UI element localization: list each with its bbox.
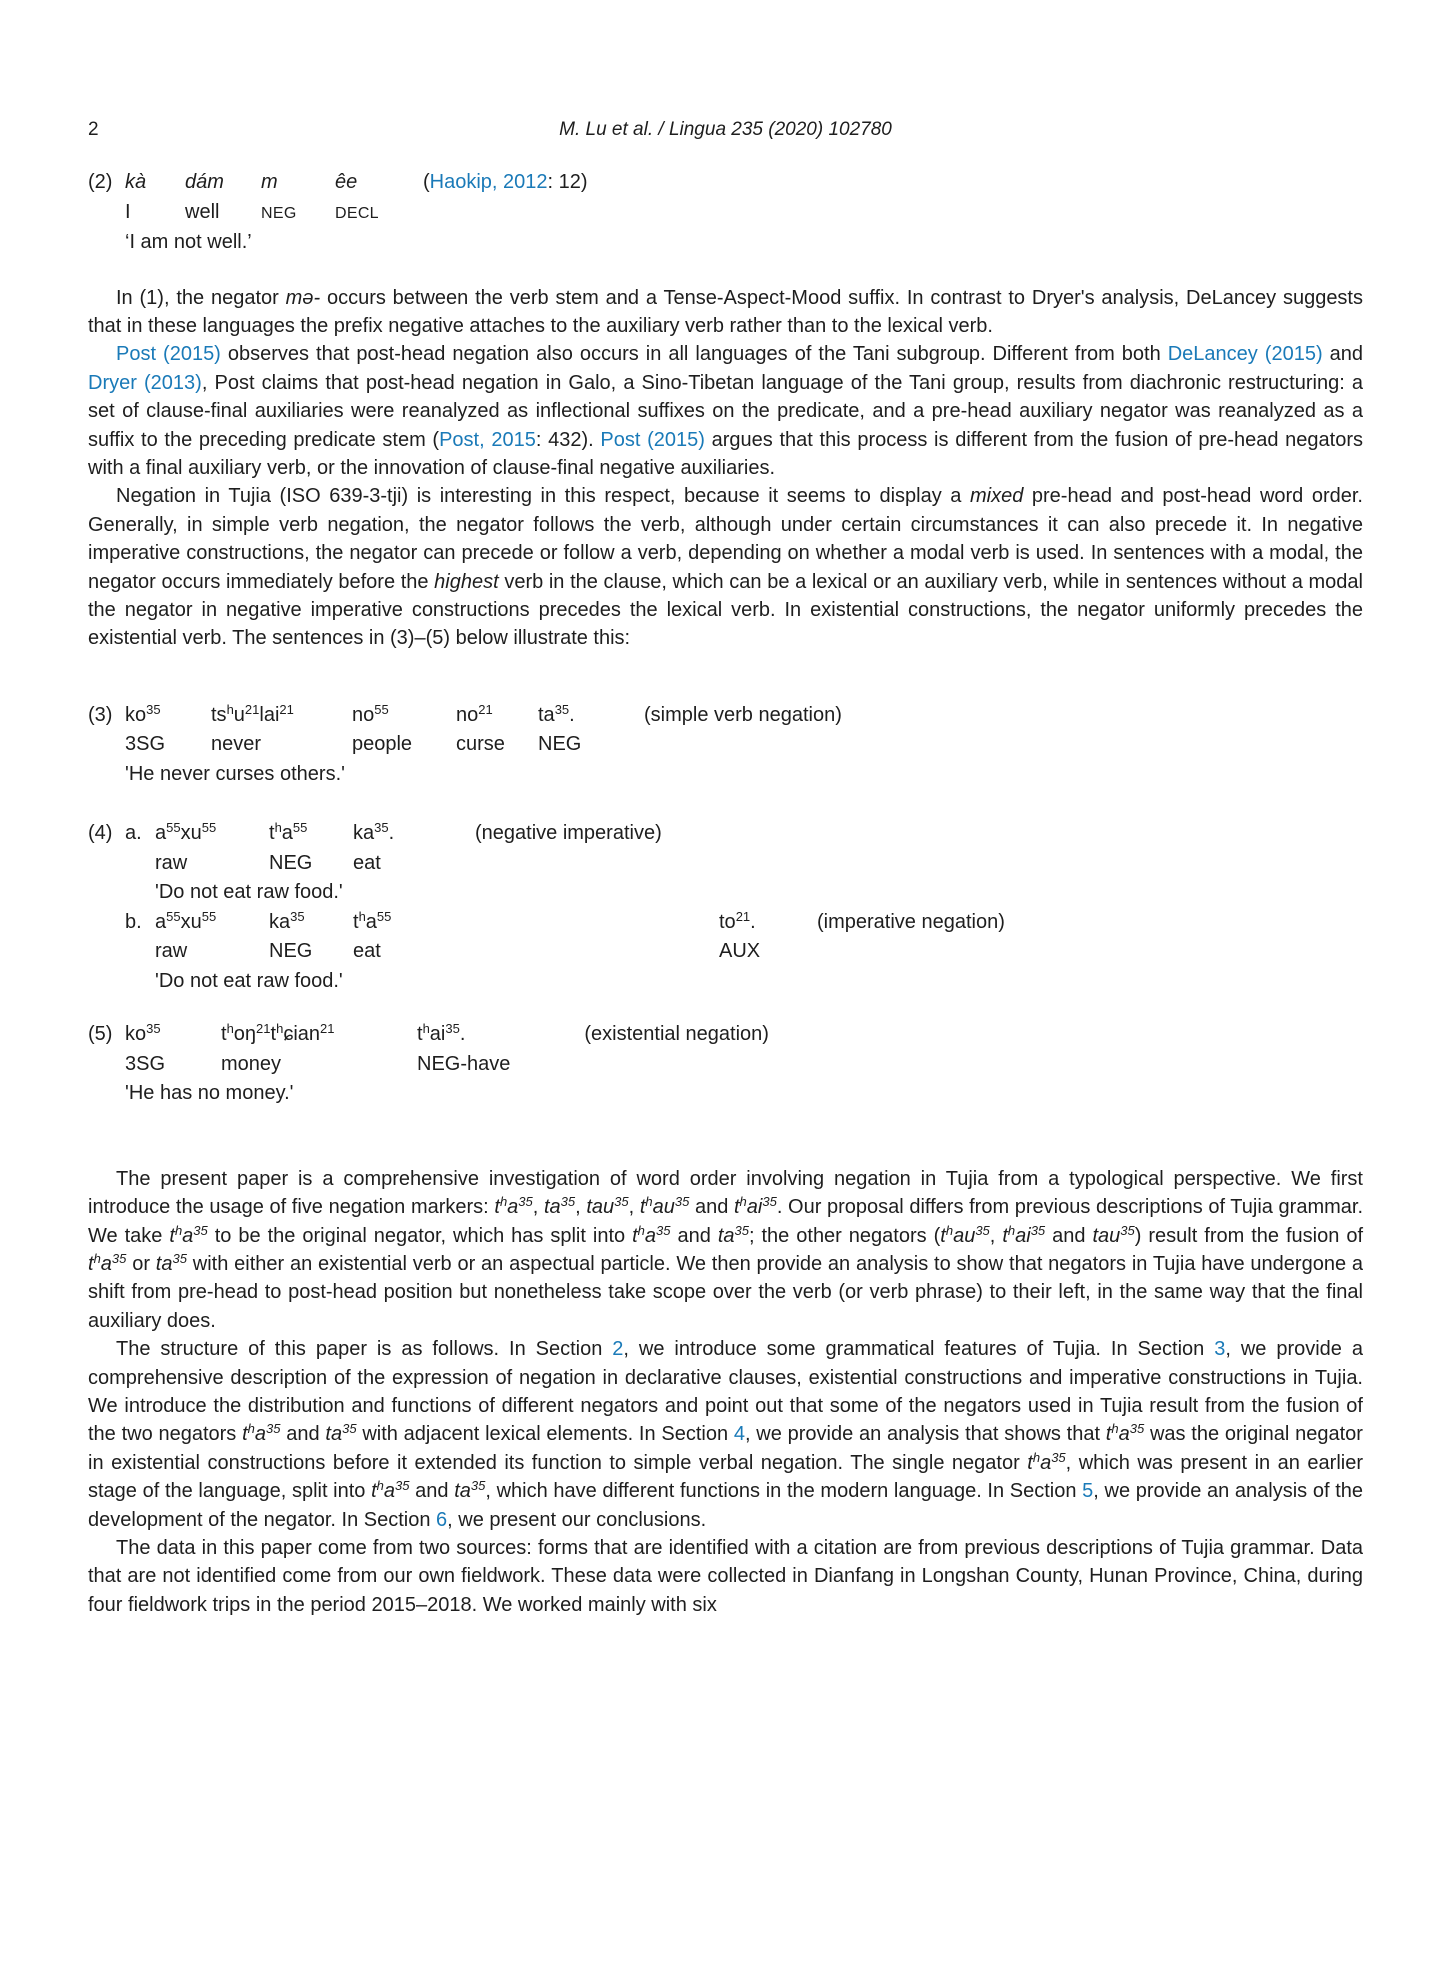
text-run: The structure of this paper is as follows. In Section [116, 1338, 613, 1361]
text-run: . [459, 1023, 466, 1046]
text-run: t [639, 1196, 646, 1219]
example-word [352, 701, 456, 731]
text-run: a [155, 822, 167, 845]
example-3 [88, 701, 1363, 790]
text-run: no [352, 703, 375, 726]
text-run: a [155, 910, 167, 933]
text-run: , [989, 1224, 1003, 1247]
text-run: a [1040, 1451, 1052, 1474]
paragraph-post-2015 [88, 340, 1363, 482]
text-run: I [125, 200, 131, 223]
text-run: h [226, 701, 234, 717]
text-run: a [507, 1196, 519, 1219]
text-run: tau [586, 1196, 615, 1219]
text-run: ko [125, 1023, 147, 1046]
text-run: raw [155, 851, 188, 874]
text-run: 'Do not eat raw food.' [155, 881, 343, 904]
example-item [125, 1020, 1363, 1109]
gloss-word [353, 937, 429, 967]
text-run: (simple verb negation) [644, 703, 842, 726]
text-run: 35 [762, 1194, 777, 1210]
paragraph-present-paper [88, 1165, 1363, 1335]
text-run: people [352, 733, 413, 756]
gloss-word [456, 730, 538, 760]
text-run: occurs between the verb stem and a Tense-Aspect-Mood suffix. In contrast to Dryer's analysis, DeLancey suggests that in these languages the prefix negative attaches to the auxiliary verb rather than to the lexical verb. [88, 286, 1363, 337]
text-run: (negative imperative) [475, 822, 662, 845]
example-note [429, 819, 676, 849]
text-run: t [632, 1224, 638, 1247]
text-run: ta [717, 1224, 735, 1247]
text-run: 55 [201, 820, 217, 836]
example-note [397, 168, 602, 198]
gloss-word [417, 1050, 524, 1080]
text-run: was the original negator in existential constructions before it extended its function to simple verbal negation. The single negator [88, 1423, 1363, 1474]
text-run: h [739, 1194, 747, 1210]
text-run: verb in the clause, which can be a lexical or an auxiliary verb, while in sentences without a modal the negator in negative imperative constructions precedes the lexical verb. In existential constructions, the negator uniformly precedes the existential verb. The sentences in (3)–(5) below illustrate this: [88, 570, 1363, 650]
gloss-word [155, 849, 269, 879]
text-run: au [953, 1224, 976, 1247]
text-run: ka [269, 910, 291, 933]
text-run: : 12) [547, 171, 588, 193]
paragraph-data-sources [88, 1534, 1363, 1619]
text-run: a [383, 1480, 396, 1503]
text-run: or [126, 1253, 156, 1275]
example-word [261, 168, 335, 198]
text-run: ‘I am not well.’ [125, 231, 252, 253]
text-run: , we provide an analysis that shows that [744, 1423, 1106, 1446]
example-word [456, 701, 538, 731]
example-translation [125, 760, 1363, 790]
example-2 [88, 168, 1363, 258]
text-run: oŋ [233, 1023, 257, 1046]
text-run: t [269, 822, 275, 845]
text-run: 35 [290, 908, 305, 924]
text-run: , we introduce some grammatical features of Tujia. In Section [623, 1338, 1215, 1361]
example-translation [155, 967, 1363, 997]
example-word [269, 819, 353, 849]
page-header [88, 118, 1363, 142]
example-item-label: b. [125, 910, 142, 933]
text-run: a [1118, 1423, 1130, 1446]
gloss-table [155, 908, 1019, 967]
text-run: (imperative negation) [817, 910, 1005, 933]
gloss-example [88, 819, 1363, 996]
text-run: tau [1092, 1224, 1121, 1247]
text-run: h [1007, 1222, 1016, 1238]
text-run: 35 [193, 1222, 208, 1238]
gloss-table [125, 701, 856, 760]
text-run: h [274, 820, 282, 836]
text-run: t [733, 1196, 740, 1219]
text-run: ta [454, 1480, 471, 1503]
text-run: 35 [146, 701, 161, 717]
text-run: and [1045, 1224, 1093, 1247]
text-run: , we provide a comprehensive description of the expression of negation in declarative clauses, existential constructions and imperative constructions in Tujia. We introduce the distribution and functions of different negators and point out that some of the negators used in Tujia result from the fusion of the two negators [88, 1338, 1363, 1446]
text-run: 35 [656, 1222, 671, 1238]
text-run: h [637, 1222, 645, 1238]
gloss-example [88, 1020, 1363, 1109]
example-note [524, 1020, 783, 1050]
text-run: t [1002, 1224, 1008, 1247]
text-run: AUX [719, 940, 761, 963]
gloss-word [429, 937, 795, 967]
example-word [211, 701, 352, 731]
text-run: 35 [146, 1021, 161, 1037]
text-run: with either an existential verb or an aspectual particle. We then provide an analysis to show that negators in Tujia have undergone a shift from pre-head to post-head position but nonetheless take scope over the verb (or verb phrase) to their left, in the same way that the final auxiliary does. [88, 1253, 1363, 1332]
text-run: 35 [374, 820, 389, 836]
example-item-body [155, 908, 1363, 997]
text-run: ko [125, 703, 147, 726]
text-run: 21 [279, 701, 294, 717]
text-run: observes that post-head negation also occurs in all languages of the Tani subgroup. Different from both [220, 343, 1168, 366]
text-run: a [365, 910, 377, 933]
gloss-word [125, 1050, 221, 1080]
text-run: , [628, 1196, 640, 1219]
text-run: 35 [518, 1194, 533, 1210]
text-run: eat [353, 940, 381, 963]
page-number: 2 [88, 119, 99, 140]
inline-link[interactable]: Haokip, 2012 [429, 171, 548, 193]
text-run: and [409, 1480, 455, 1503]
text-run: ai [1015, 1224, 1031, 1247]
gloss-word [211, 730, 352, 760]
text-run: ta [155, 1253, 173, 1275]
example-item [125, 168, 1363, 258]
gloss-example [88, 701, 1363, 790]
text-run: DECL [335, 204, 379, 222]
text-run: 35 [1120, 1222, 1135, 1238]
text-run: t [221, 1023, 227, 1046]
text-run: NEG [261, 204, 297, 222]
text-run: 35 [111, 1251, 127, 1266]
text-run: t [242, 1423, 248, 1446]
text-run: 55 [374, 701, 389, 717]
gloss-example [88, 168, 1363, 258]
text-run: 3SG [125, 1052, 166, 1075]
text-run: t [353, 910, 359, 933]
text-run: h [945, 1222, 954, 1238]
text-run: 35 [1129, 1421, 1145, 1437]
text-run: ) result from the fusion of [1134, 1224, 1364, 1247]
example-note [604, 701, 856, 731]
example-word [221, 1020, 417, 1050]
text-run: 'He never curses others.' [125, 762, 345, 785]
text-run: to [719, 910, 736, 933]
example-items [125, 1020, 1363, 1109]
text-run: . [569, 703, 575, 726]
text-run: êe [335, 171, 358, 193]
text-run: 55 [292, 820, 308, 836]
example-translation [125, 228, 1363, 258]
example-items [125, 168, 1363, 258]
example-item-body [125, 1020, 1363, 1109]
gloss-word [125, 198, 185, 229]
text-run: m [261, 171, 278, 193]
text-run: . Our proposal differs from previous descriptions of Tujia grammar. We take [88, 1196, 1363, 1247]
text-run: h [358, 908, 366, 924]
text-run: h [93, 1251, 101, 1266]
text-run: Negation in Tujia (ISO 639-3-tji) is interesting in this respect, because it seems to display a [116, 485, 970, 508]
text-run: h [226, 1021, 234, 1037]
text-run: 35 [266, 1421, 281, 1437]
gloss-word [185, 198, 261, 229]
text-run: 35 [395, 1478, 410, 1494]
gloss-word [269, 849, 353, 879]
example-word [125, 701, 211, 731]
gloss-word [155, 937, 269, 967]
gloss-word [125, 730, 211, 760]
text-run: ka [353, 822, 375, 845]
gloss-word [353, 849, 429, 879]
text-run: 35 [1051, 1449, 1066, 1465]
text-run: NEG-have [417, 1052, 511, 1075]
text-run: , Post claims that post-head negation in Galo, a Sino-Tibetan language of the Tani group, results from diachronic restructuring: a set of clause-final auxiliaries were reanalyzed as inflectional suffixes on the predicate, and a pre-head auxiliary negator was reanalyzed as a suffix to the preceding predicate stem ( [88, 371, 1363, 451]
inline-link[interactable]: 2 [612, 1338, 624, 1361]
text-run: highest [434, 570, 499, 593]
text-run: t [169, 1224, 175, 1247]
text-run: no [456, 703, 479, 726]
example-word [353, 819, 429, 849]
paragraph-structure [88, 1335, 1363, 1534]
gloss-word [269, 937, 353, 967]
text-run: 35 [172, 1251, 187, 1266]
text-run: , we provide an analysis of the development of the negator. In Section [88, 1480, 1363, 1531]
inline-link[interactable]: 5 [1082, 1480, 1094, 1503]
text-run: h [1111, 1421, 1119, 1437]
paragraph-negation-tujia [88, 482, 1363, 652]
text-run: 35 [470, 1478, 486, 1494]
text-run: t [371, 1480, 377, 1503]
text-run: a [281, 822, 293, 845]
example-word [429, 908, 795, 938]
text-run: 35 [1030, 1222, 1046, 1238]
inline-link[interactable]: 6 [436, 1508, 448, 1531]
example-note [795, 908, 1019, 938]
text-run: and [1322, 343, 1363, 366]
text-run: eat [353, 851, 381, 874]
text-run: to be the original negator, which has split into [207, 1224, 633, 1247]
example-5 [88, 1020, 1363, 1109]
text-run: 21 [735, 908, 751, 924]
text-run: 35 [560, 1194, 576, 1210]
gloss-table [125, 1020, 783, 1079]
text-run: (existential negation) [584, 1023, 769, 1046]
text-run: NEG [538, 733, 582, 756]
example-number: (3) [88, 703, 113, 726]
example-word [125, 168, 185, 198]
text-run: NEG [269, 940, 313, 963]
running-head: M. Lu et al. / Lingua 235 (2020) 102780 [559, 119, 892, 140]
gloss-word [261, 198, 335, 229]
text-run: ( [423, 171, 430, 193]
gloss-word [335, 198, 397, 229]
text-run: ɕian [283, 1023, 321, 1046]
text-run: never [211, 733, 262, 756]
text-run: , we present our conclusions. [447, 1508, 707, 1531]
text-run: 55 [166, 820, 181, 836]
text-run: t [417, 1023, 423, 1046]
example-word [155, 819, 269, 849]
text-run: 21 [478, 701, 493, 717]
text-run: : 432). [535, 428, 601, 451]
text-run: pre-head and post-head word order. Generally, in simple verb negation, the negator follows the verb, although under certain circumstances it can also precede it. In negative imperative constructions, the negator can precede or follow a verb, depending on whether a modal verb is used. In sentences with a modal, the negator occurs immediately before the [88, 485, 1363, 593]
text-run: h [174, 1222, 183, 1238]
text-run: and [689, 1196, 734, 1219]
gloss-word [221, 1050, 417, 1080]
text-run: 35 [975, 1222, 990, 1238]
gloss-table [155, 819, 676, 878]
text-run: 35 [674, 1194, 690, 1210]
example-item [125, 819, 1363, 908]
text-run: 35 [554, 701, 570, 717]
text-run: xu [180, 910, 202, 933]
text-run: dám [185, 171, 224, 193]
text-run: ai [429, 1023, 446, 1046]
example-word [417, 1020, 524, 1050]
paragraph-negator-me [88, 284, 1363, 341]
text-run: , [575, 1196, 587, 1219]
example-word [269, 908, 353, 938]
text-run: . [388, 822, 395, 845]
text-run: au [652, 1196, 675, 1219]
example-number: (5) [88, 1023, 113, 1046]
text-run: 55 [201, 908, 217, 924]
text-run: The data in this paper come from two sources: forms that are identified with a citation are from previous descriptions of Tujia grammar. Data that are not identified come from our own fieldwork. These data were collected in Dianfang in Longshan County, Hunan Province, China, during four fieldwork trips in the period 2015–2018. We worked mainly with six [88, 1537, 1363, 1616]
text-run: 35 [445, 1021, 460, 1037]
gloss-word [352, 730, 456, 760]
text-run: h [376, 1478, 384, 1494]
text-run: t [1105, 1423, 1112, 1446]
text-run: t [1027, 1451, 1033, 1474]
text-run: 21 [256, 1021, 271, 1037]
inline-link[interactable]: Post, 2015 [439, 428, 536, 451]
example-item-label: a. [125, 822, 142, 845]
text-run: h [645, 1194, 653, 1210]
text-run: In (1), the negator [116, 286, 286, 309]
text-run: mə- [285, 286, 321, 309]
text-run: 35 [342, 1421, 357, 1437]
text-run: , [532, 1196, 544, 1219]
inline-link[interactable]: 3 [1214, 1338, 1226, 1361]
example-word [125, 1020, 221, 1050]
gloss-word [538, 730, 604, 760]
text-run: t [88, 1253, 94, 1275]
text-run: 'Do not eat raw food.' [155, 969, 343, 992]
example-items [125, 701, 1363, 790]
example-word [538, 701, 604, 731]
text-run: . [750, 910, 756, 933]
text-run: h [499, 1194, 508, 1210]
text-run: t [270, 1023, 277, 1046]
inline-link[interactable]: Post (2015) [600, 428, 705, 451]
gloss-table [125, 168, 602, 228]
text-run: xu [180, 822, 202, 845]
text-run: 35 [614, 1194, 629, 1210]
example-item [125, 908, 1363, 997]
text-run: with adjacent lexical elements. In Section [356, 1423, 734, 1446]
example-number: (2) [88, 171, 113, 193]
text-run: t [940, 1224, 946, 1247]
text-run: ta [538, 703, 555, 726]
example-translation [155, 878, 1363, 908]
text-run: ta [543, 1196, 561, 1219]
text-run: a [182, 1224, 194, 1247]
inline-link[interactable]: 4 [733, 1423, 745, 1446]
text-run: 'He has no money.' [125, 1082, 294, 1105]
text-run: kà [125, 171, 147, 193]
text-run: The present paper is a comprehensive investigation of word order involving negation in Tujia from a typological perspective. We first introduce the usage of five negation markers: [88, 1167, 1363, 1219]
text-run: 3SG [125, 733, 166, 756]
text-run: ta [325, 1423, 343, 1446]
example-item-body [125, 701, 1363, 790]
text-run: ; the other negators ( [748, 1224, 941, 1247]
text-run: u [233, 703, 245, 726]
text-run: 35 [734, 1222, 749, 1238]
text-run: a [644, 1224, 657, 1247]
example-item [125, 701, 1363, 790]
text-run: NEG [269, 851, 313, 874]
text-run: ts [211, 703, 227, 726]
example-number: (4) [88, 822, 113, 845]
example-4 [88, 819, 1363, 996]
example-word [185, 168, 261, 198]
text-run: raw [155, 940, 188, 963]
inline-link[interactable]: Dryer (2013) [88, 371, 202, 394]
example-word [335, 168, 397, 198]
text-run: 55 [166, 908, 181, 924]
text-run: and [280, 1423, 326, 1446]
text-run: 55 [376, 908, 392, 924]
text-run: , which was present in an earlier stage of the language, split into [88, 1451, 1363, 1503]
text-run: well [185, 200, 220, 223]
example-word [353, 908, 429, 938]
text-run: mixed [969, 485, 1024, 508]
text-run: money [221, 1052, 282, 1075]
text-run: h [276, 1021, 284, 1037]
text-run: , which have different functions in the modern language. In Section [485, 1480, 1083, 1503]
text-run: h [1032, 1449, 1041, 1465]
text-run: h [422, 1021, 430, 1037]
text-run: lai [259, 703, 280, 726]
example-item-body [125, 168, 1363, 258]
text-run: h [247, 1421, 255, 1437]
text-run: a [254, 1423, 267, 1446]
text-run: 21 [320, 1021, 335, 1037]
text-run: 21 [244, 701, 260, 717]
text-run: t [494, 1196, 500, 1219]
text-run: curse [456, 733, 505, 756]
inline-link[interactable]: Post (2015) [116, 343, 221, 366]
example-word [155, 908, 269, 938]
text-run: and [670, 1224, 718, 1247]
text-run: argues that this process is different from the fusion of pre-head negators with a final auxiliary verb, or the innovation of clause-final negative auxiliaries. [88, 428, 1364, 479]
text-run: a [100, 1253, 112, 1275]
text-run: ai [746, 1196, 763, 1219]
example-items [125, 819, 1363, 996]
example-item-body [155, 819, 1363, 908]
inline-link[interactable]: DeLancey (2015) [1167, 343, 1323, 366]
example-translation [125, 1079, 1363, 1109]
